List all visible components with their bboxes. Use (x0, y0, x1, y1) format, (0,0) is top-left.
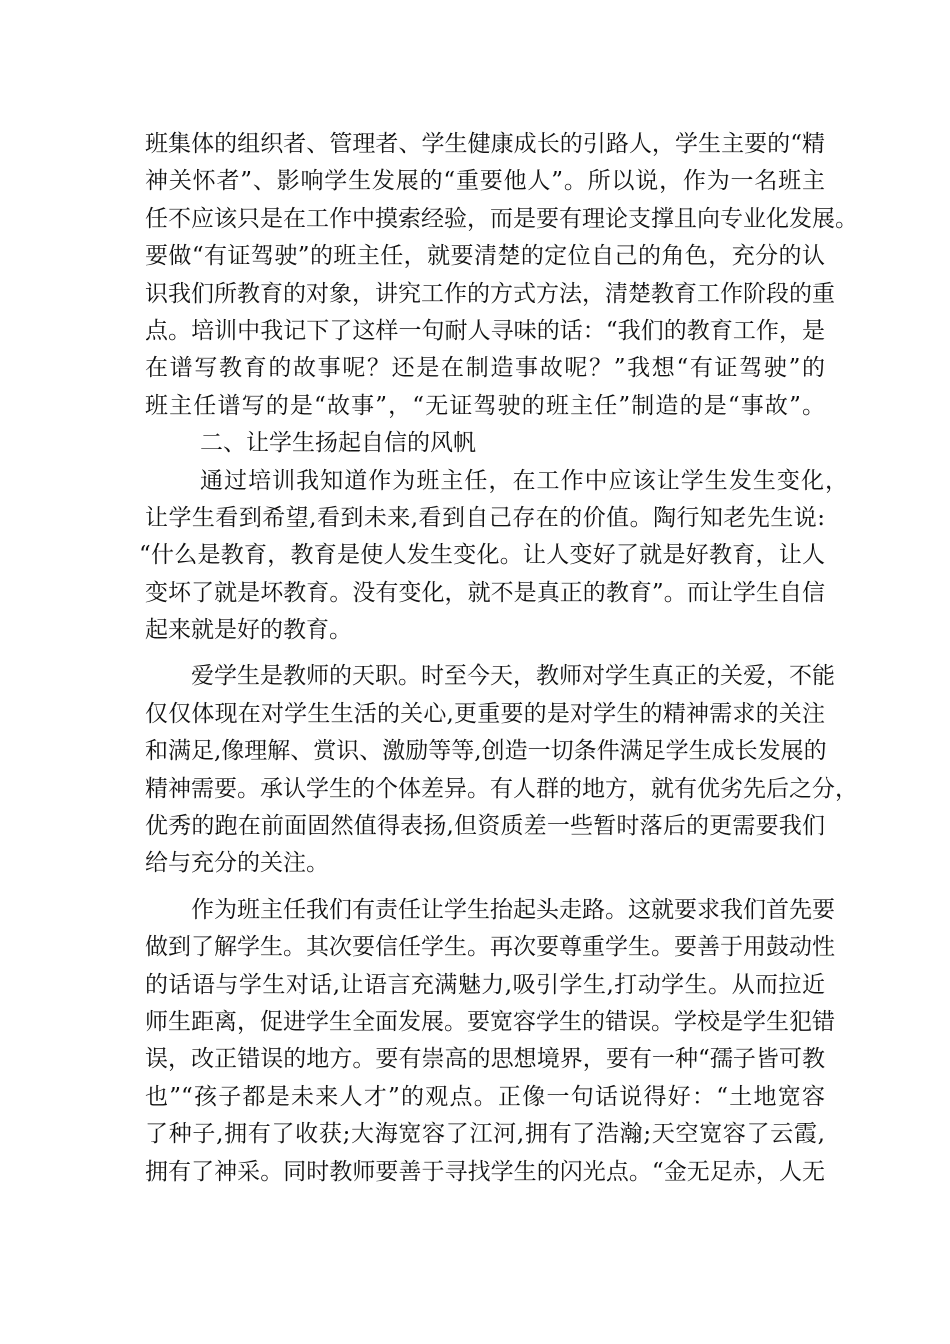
text-line: 变坏了就是坏教育。没有变化，就不是真正的教育”。而让学生自信 (145, 579, 825, 606)
text-line: 通过培训我知道作为班主任，在工作中应该让学生发生变化， (200, 467, 848, 494)
document-body (139, 126, 858, 1191)
text-line: 误，改正错误的地方。要有崇高的思想境界，要有一种“孺子皆可教 (145, 1046, 825, 1073)
text-line: 在谱写教育的故事呢？还是在制造事故呢？”我想“有证驾驶”的 (145, 355, 825, 382)
text-line: 起来就是好的教育。 (145, 617, 352, 644)
text-line: 神关怀者”、影响学生发展的“重要他人”。所以说，作为一名班主 (145, 168, 825, 195)
text-line: 任不应该只是在工作中摸索经验，而是要有理论支撑且向专业化发展。 (145, 205, 858, 232)
text-line: 让学生看到希望,看到未来,看到自己存在的价值。陶行知老先生说: (145, 504, 825, 531)
text-line: 了种子,拥有了收获;大海宽容了江河,拥有了浩瀚;天空宽容了云霞, (145, 1121, 825, 1148)
text-line: 要做“有证驾驶”的班主任，就要清楚的定位自己的角色，充分的认 (145, 243, 825, 270)
paragraph-love-students (145, 658, 858, 882)
text-line: 识我们所教育的对象，讲究工作的方式方法，清楚教育工作阶段的重 (145, 280, 835, 307)
text-line: 给与充分的关注。 (145, 850, 329, 877)
text-line: 也”“孩子都是未来人才”的观点。正像一句话说得好：“土地宽容 (145, 1083, 825, 1110)
text-line: 做到了解学生。其次要信任学生。再次要尊重学生。要善于用鼓动性 (145, 934, 835, 961)
paragraph-role-of-head-teacher (145, 126, 858, 425)
text-line: 师生距离，促进学生全面发展。要宽容学生的错误。学校是学生犯错 (145, 1008, 835, 1035)
paragraph-confidence (139, 463, 848, 650)
text-line: 仅仅体现在对学生生活的关心,更重要的是对学生的精神需求的关注 (145, 700, 825, 727)
text-line: “什么是教育，教育是使人发生变化。让人变好了就是好教育，让人 (139, 542, 825, 569)
paragraph-responsibility (145, 892, 835, 1191)
text-line: 拥有了神采。同时教师要善于寻找学生的闪光点。“金无足赤，人无 (145, 1158, 825, 1185)
section-heading: 二、让学生扬起自信的风帆 (200, 430, 476, 457)
text-line: 和满足,像理解、赏识、激励等等,创造一切条件满足学生成长发展的 (145, 738, 827, 765)
text-line: 班集体的组织者、管理者、学生健康成长的引路人，学生主要的“精 (145, 131, 825, 157)
text-line: 爱学生是教师的天职。时至今天，教师对学生真正的关爱，不能 (191, 663, 835, 690)
text-line: 精神需要。承认学生的个体差异。有人群的地方，就有优劣先后之分， (145, 775, 858, 802)
text-line: 班主任谱写的是“故事”，“无证驾驶的班主任”制造的是“事故”。 (145, 392, 825, 419)
paragraph-spacing (145, 883, 825, 892)
text-line: 点。培训中我记下了这样一句耐人寻味的话：“我们的教育工作，是 (145, 317, 825, 344)
paragraph-spacing (145, 649, 825, 658)
text-line: 优秀的跑在前面固然值得表扬,但资质差一些暂时落后的更需要我们 (145, 813, 825, 840)
text-line: 作为班主任我们有责任让学生抬起头走路。这就要求我们首先要 (191, 896, 835, 923)
text-line: 的话语与学生对话,让语言充满魅力,吸引学生,打动学生。从而拉近 (145, 971, 825, 998)
